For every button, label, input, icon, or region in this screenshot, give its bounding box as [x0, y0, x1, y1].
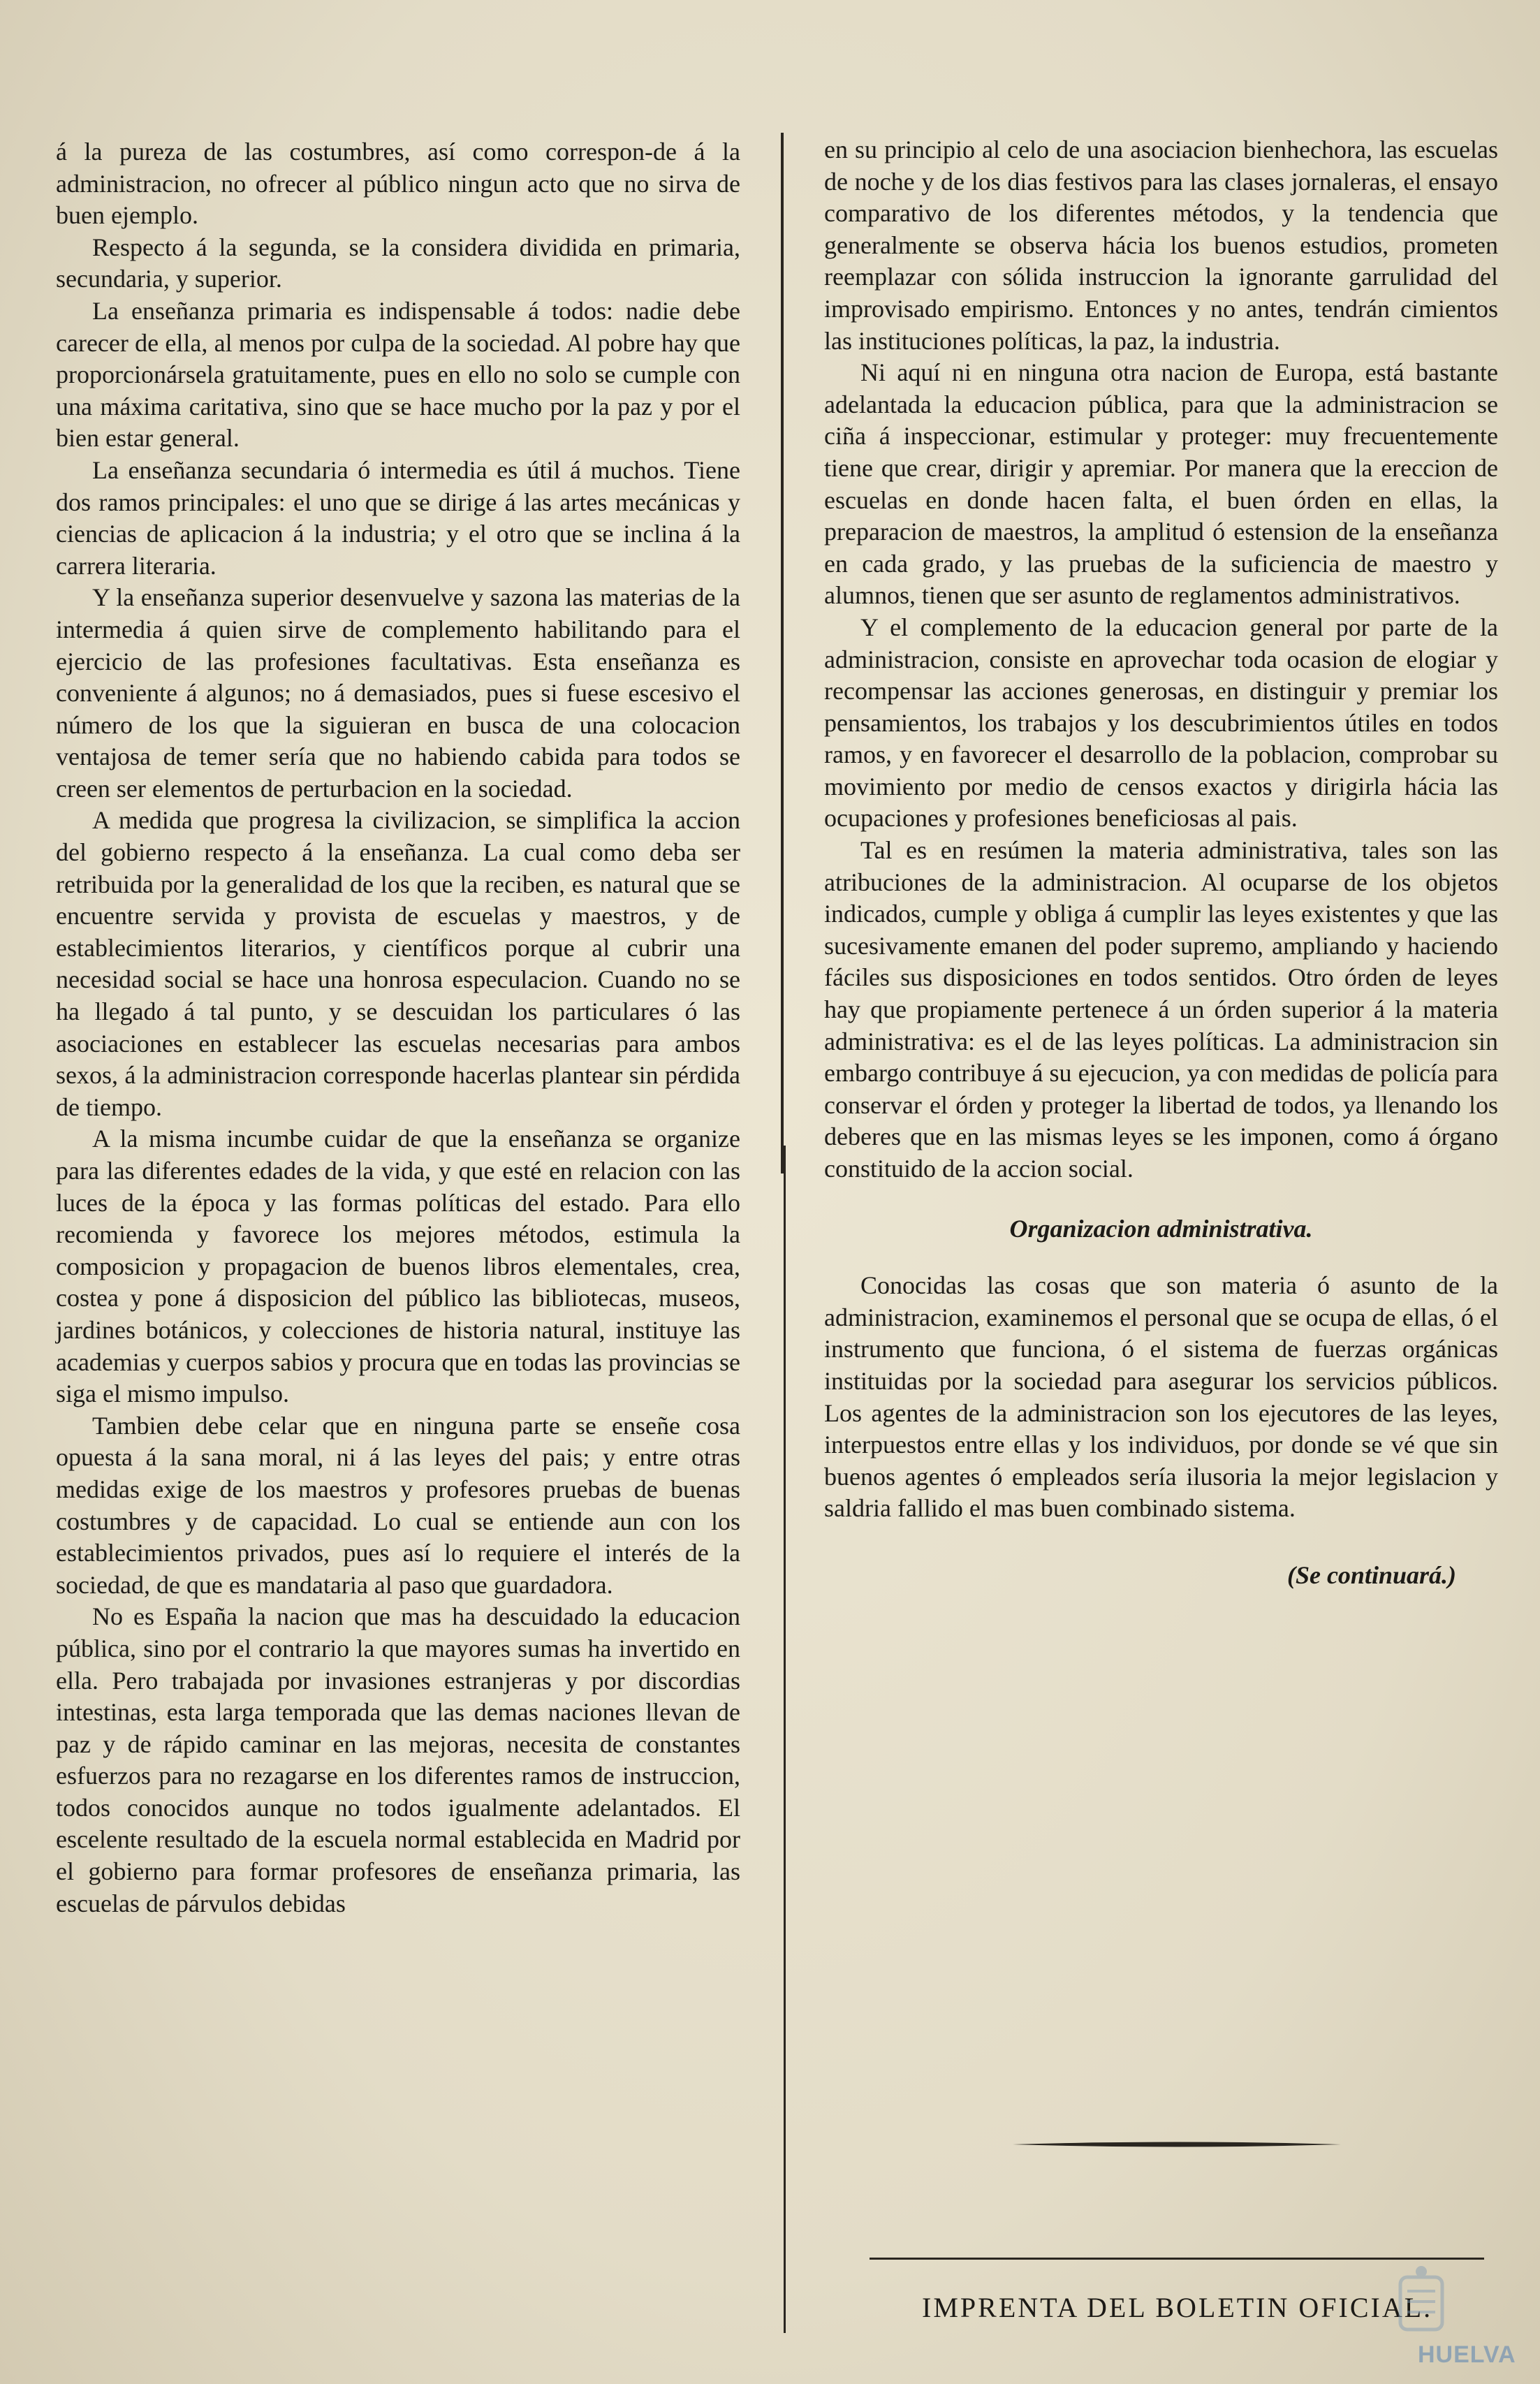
paragraph: á la pureza de las costumbres, así como correspon-de á la administracion, no ofrecer al público ningun acto que no sirva de buen ejemplo. [56, 138, 740, 230]
paragraph: Tal es en resúmen la materia administrativa, tales son las atribuciones de la administracion. Al ocuparse de los objetos indicados, cumple y obliga á cumplir las leyes existentes y que las sucesivamente emanen del poder supremo, ampliando y haciendo fáciles sus disposiciones en todos sentidos. Otro órden de leyes hay que propiamente pertenece á un órden superior á la materia administrativa: es el de las leyes políticas. La administracion sin embargo contribuye á su ejecucion, ya con medidas de policía para conservar el órden y proteger la libertad de todos, ya llenando los deberes que en las mismas leyes se les imponen, como á órgano constituido de la accion social. [824, 836, 1498, 1183]
section-heading: Organizacion administrativa. [1009, 1214, 1313, 1243]
bottom-rule [870, 2258, 1484, 2260]
right-paragraphs [824, 134, 1498, 1185]
left-column [56, 136, 740, 1919]
column-divider-top [781, 133, 784, 1173]
paragraph: No es España la nacion que mas ha descuidado la educacion pública, sino por el contrario la que mayores sumas ha invertido en ella. Pero trabajada por invasiones estranjeras y por discordias intestinas, esta larga temporada que las demas naciones llevan de paz y de rápido caminar en las mejoras, necesita de constantes esfuerzos para no rezagarse en los diferentes ramos de instruccion, todos conocidos aunque no todos igualmente adelantados. El escelente resultado de la escuela normal establecida en Madrid por el gobierno para formar profesores de enseñanza primaria, las escuelas de párvulos debidas [56, 1602, 740, 1917]
ornamental-rule [1013, 2141, 1341, 2148]
paragraph: en su principio al celo de una asociacion bienhechora, las escuelas de noche y de los dias festivos para las clases jornaleras, el ensayo comparativo de los diferentes métodos, y la tendencia que generalmente se observa hácia los buenos estudios, prometen reemplazar con sólida instruccion la ignorante garrulidad del improvisado empirismo. Entonces y no antes, tendrán cimientos las instituciones políticas, la paz, la industria. [824, 136, 1498, 355]
paragraph: La enseñanza primaria es indispensable á todos: nadie debe carecer de ella, al menos por culpa de la sociedad. Al pobre hay que proporcionársela gratuitamente, pues en ello no solo se cumple con una máxima caritativa, sino que se hace mucho por la paz y por el bien estar general. [56, 296, 740, 453]
section-paragraph: Conocidas las cosas que son materia ó asunto de la administracion, examinemos el personal que se ocupa de ellas, ó el instrumento que funciona, ó el sistema de fuerzas orgánicas instituidas por la sociedad para asegurar los servicios públicos. Los agentes de la administracion son los ejecutores de las leyes, interpuestos entre ellas y los individuos, por donde se vé que sin buenos agentes ó empleados sería ilusoria la mejor legislacion y saldria fallido el mas buen combinado sistema. [824, 1271, 1498, 1523]
paragraph: A la misma incumbe cuidar de que la enseñanza se organize para las diferentes edades de la vida, y que esté en relacion con las luces de la época y las formas políticas del estado. Para ello recomienda y favorece los mejores métodos, estimula la composicion y propagacion de buenos libros elementales, crea, costea y pone á disposicion del público las bibliotecas, museos, jardines botánicos, y colecciones de historia natural, instituye las academias y cuerpos sabios y procura que en todas las provincias se siga el mismo impulso. [56, 1125, 740, 1408]
continuation-note: (Se continuará.) [1286, 1560, 1456, 1589]
right-column [824, 134, 1498, 1592]
paragraph: La enseñanza secundaria ó intermedia es útil á muchos. Tiene dos ramos principales: el uno que se dirige á las artes mecánicas y ciencias de aplicacion á la industria; y el otro que se inclina á la carrera literaria. [56, 455, 740, 580]
paragraph: Tambien debe celar que en ninguna parte se enseñe cosa opuesta á la sana moral, ni á las leyes del pais; y entre otras medidas exige de los maestros y profesores pruebas de buenas costumbres y de capacidad. Lo cual se entiende aun con los establecimientos privados, pues así lo requiere el interés de la sociedad, de que es mandataria al paso que guardadora. [56, 1411, 740, 1599]
paragraph: Ni aquí ni en ninguna otra nacion de Europa, está bastante adelantada la educacion pública, para que la administracion se ciña á inspeccionar, estimular y proteger: muy frecuentemente tiene que crear, dirigir y apremiar. Por manera que la ereccion de escuelas en donde hacen falta, el buen órden en ellas, la preparacion de maestros, la amplitud ó estension de la enseñanza en cada grado, y las pruebas de la suficiencia de maestro y alumnos, tienen que ser asunto de reglamentos administrativos. [824, 358, 1498, 610]
paragraph: A medida que progresa la civilizacion, se simplifica la accion del gobierno respecto á la enseñanza. La cual como deba ser retribuida por la generalidad de los que la reciben, es natural que se encuentre servida y provista de escuelas y maestros, y de establecimientos literarios, y científicos porque al cubrir una necesidad social se hace una honrosa especulacion. Cuando no se ha llegado á tal punto, y se descuidan los particulares ó las asociaciones en establecer las escuelas necesarias para ambos sexos, á la administracion corresponde hacerlas plantear sin pérdida de tiempo. [56, 806, 740, 1121]
imprint-line: IMPRENTA DEL BOLETIN OFICIAL. [922, 2292, 1433, 2323]
watermark-text: HUELVA [1418, 2341, 1516, 2368]
paragraph: Y el complemento de la educacion general por parte de la administracion, consiste en aprovechar toda ocasion de elogiar y recompensar las acciones generosas, en distinguir y premiar los pensamientos, los trabajos y los descubrimientos útiles en todos ramos, y en favorecer el desarrollo de la poblacion, comprobar su movimiento por medio de censos exactos y dirigirla hácia las ocupaciones y profesiones beneficiosas al pais. [824, 613, 1498, 833]
column-divider-bottom [784, 1146, 786, 2333]
paragraph: Respecto á la segunda, se la considera dividida en primaria, secundaria, y superior. [56, 233, 740, 293]
paragraph: Y la enseñanza superior desenvuelve y sazona las materias de la intermedia á quien sirve de complemento habilitando para el ejercicio de las profesiones facultativas. Esta enseñanza es conveniente á algunos; no á demasiados, pues si fuese escesivo el número de los que la siguieran en busca de una colocacion ventajosa de temer sería que no habiendo cabida para todos se creen ser elementos de perturbacion en la sociedad. [56, 583, 740, 803]
